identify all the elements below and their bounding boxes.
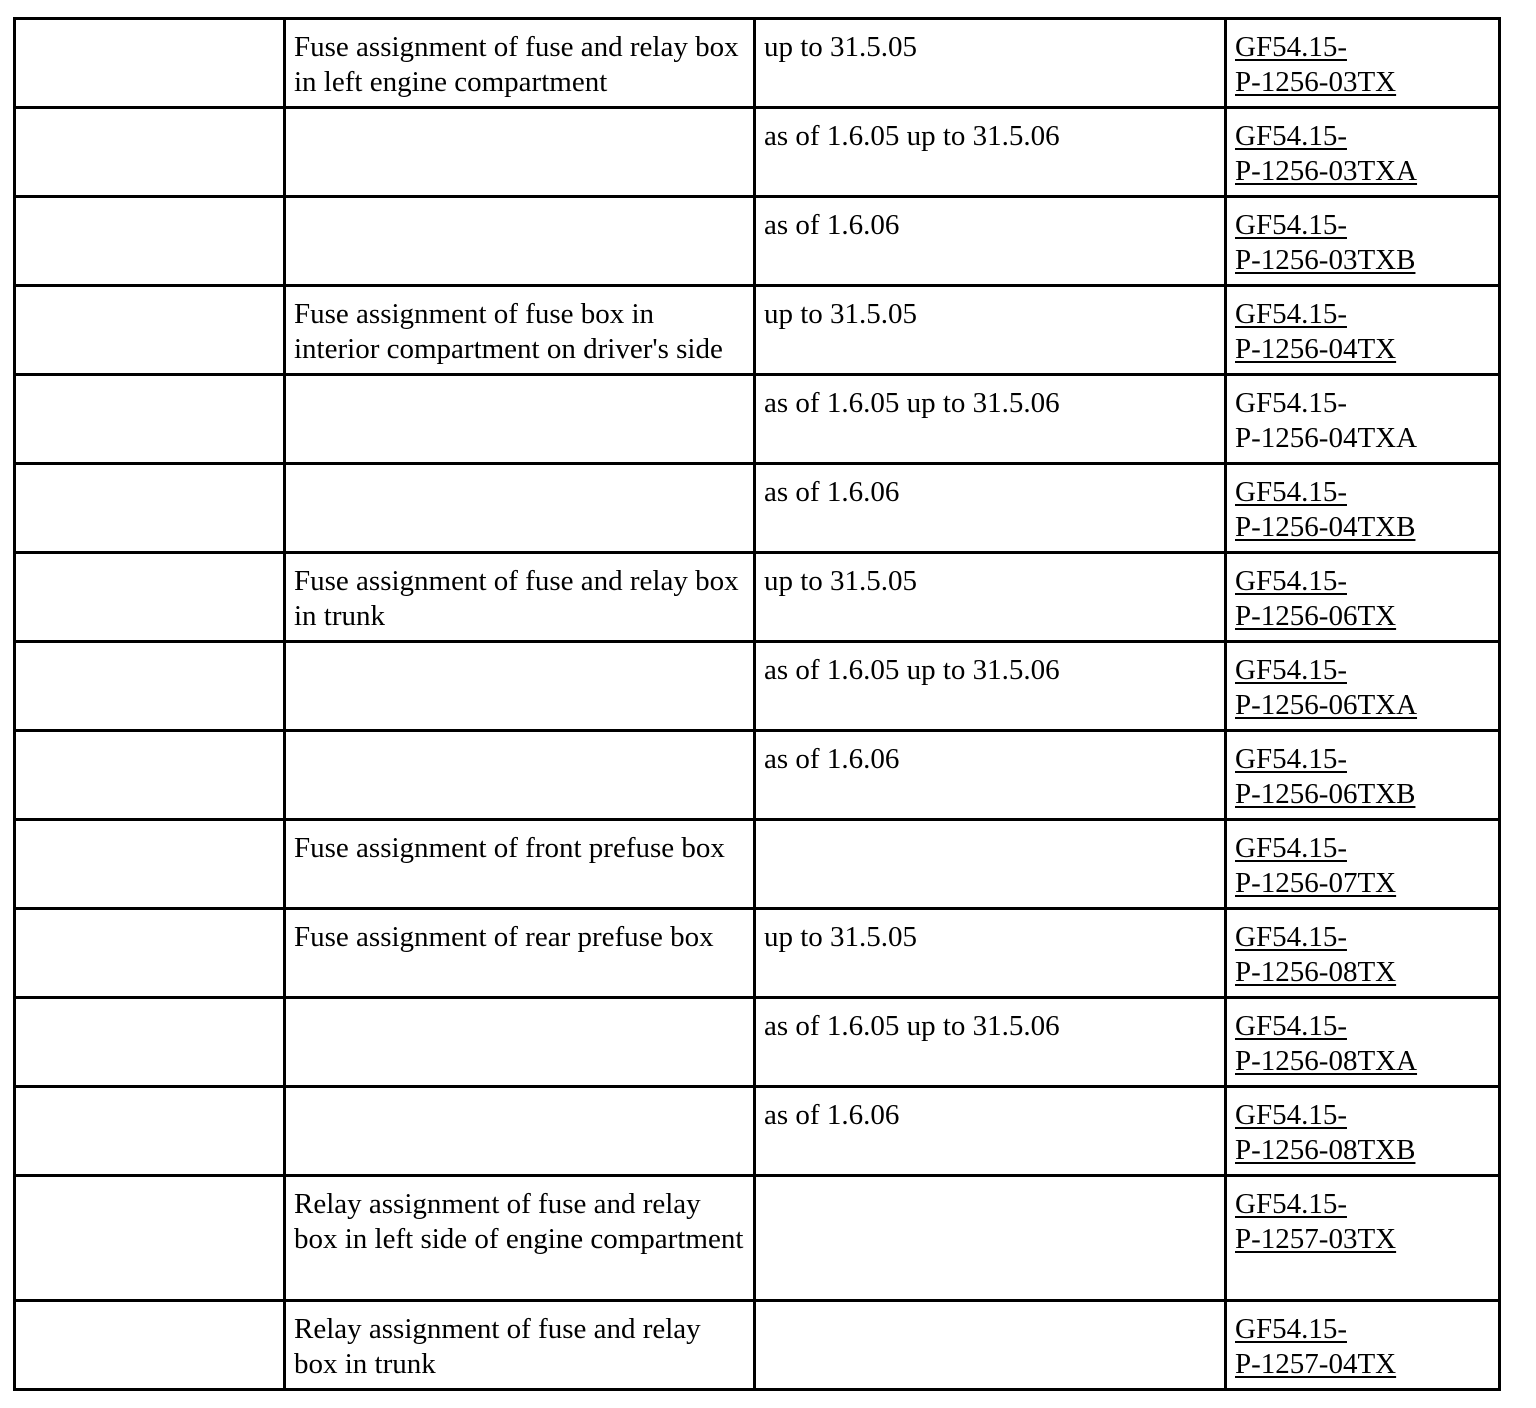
reference-line-1: GF54.15-	[1235, 209, 1347, 241]
description-cell	[285, 998, 755, 1087]
reference-line-2: P-1257-03TX	[1235, 1223, 1397, 1255]
description-cell	[285, 642, 755, 731]
reference-cell	[1226, 197, 1500, 286]
validity-cell	[755, 820, 1226, 909]
reference-line-1: GF54.15-	[1235, 743, 1347, 775]
document-reference-link[interactable]	[1235, 119, 1490, 189]
reference-line-2: P-1256-08TXB	[1235, 1134, 1416, 1166]
reference-line-1: GF54.15-	[1235, 832, 1347, 864]
table-row	[15, 553, 1500, 642]
validity-cell: as of 1.6.06	[755, 1087, 1226, 1176]
table-row	[15, 731, 1500, 820]
reference-line-2: P-1256-03TXB	[1235, 244, 1416, 276]
reference-line-2: P-1256-06TX	[1235, 600, 1397, 632]
reference-line-2: P-1256-04TXB	[1235, 511, 1416, 543]
table-body	[15, 19, 1500, 1390]
validity-cell: as of 1.6.05 up to 31.5.06	[755, 642, 1226, 731]
reference-line-2: P-1256-06TXA	[1235, 689, 1418, 721]
reference-line-2: P-1256-03TX	[1235, 66, 1397, 98]
validity-cell: as of 1.6.05 up to 31.5.06	[755, 108, 1226, 197]
reference-cell	[1226, 375, 1500, 464]
row-blank-cell	[15, 998, 285, 1087]
reference-line-2: P-1256-07TX	[1235, 867, 1397, 899]
reference-cell	[1226, 1301, 1500, 1390]
row-blank-cell	[15, 1176, 285, 1301]
description-cell: Fuse assignment of fuse and relay box in left engine compartment	[285, 19, 755, 108]
reference-line-1: GF54.15-	[1235, 31, 1347, 63]
document-reference-link[interactable]	[1235, 564, 1490, 634]
description-cell: Fuse assignment of rear prefuse box	[285, 909, 755, 998]
table-row	[15, 820, 1500, 909]
reference-cell	[1226, 19, 1500, 108]
reference-cell	[1226, 642, 1500, 731]
table-row	[15, 998, 1500, 1087]
reference-line-1: GF54.15-	[1235, 298, 1347, 330]
reference-cell	[1226, 731, 1500, 820]
document-reference-link[interactable]	[1235, 475, 1490, 545]
reference-cell	[1226, 1176, 1500, 1301]
description-cell	[285, 464, 755, 553]
description-cell	[285, 731, 755, 820]
row-blank-cell	[15, 108, 285, 197]
validity-cell: up to 31.5.05	[755, 19, 1226, 108]
description-cell	[285, 197, 755, 286]
row-blank-cell	[15, 731, 285, 820]
reference-line-1: GF54.15-	[1235, 1010, 1347, 1042]
table-row	[15, 909, 1500, 998]
validity-cell: as of 1.6.05 up to 31.5.06	[755, 375, 1226, 464]
validity-cell: up to 31.5.05	[755, 909, 1226, 998]
description-cell	[285, 1087, 755, 1176]
description-cell: Fuse assignment of front prefuse box	[285, 820, 755, 909]
description-cell: Fuse assignment of fuse box in interior compartment on driver's side	[285, 286, 755, 375]
validity-cell: up to 31.5.05	[755, 286, 1226, 375]
table-row	[15, 19, 1500, 108]
row-blank-cell	[15, 1301, 285, 1390]
reference-line-2: P-1257-04TX	[1235, 1348, 1397, 1380]
table-row	[15, 108, 1500, 197]
reference-cell	[1226, 108, 1500, 197]
row-blank-cell	[15, 197, 285, 286]
reference-line-1: GF54.15-	[1235, 1099, 1347, 1131]
reference-line-2: P-1256-08TXA	[1235, 1045, 1418, 1077]
row-blank-cell	[15, 286, 285, 375]
document-reference-link[interactable]	[1235, 1312, 1490, 1382]
reference-cell	[1226, 1087, 1500, 1176]
row-blank-cell	[15, 464, 285, 553]
row-blank-cell	[15, 553, 285, 642]
reference-cell	[1226, 998, 1500, 1087]
validity-cell: up to 31.5.05	[755, 553, 1226, 642]
validity-cell: as of 1.6.06	[755, 197, 1226, 286]
table-row	[15, 1087, 1500, 1176]
table-row	[15, 375, 1500, 464]
fuse-assignment-table	[13, 17, 1501, 1391]
validity-cell: as of 1.6.06	[755, 464, 1226, 553]
document-reference-link[interactable]	[1235, 920, 1490, 990]
table-row	[15, 286, 1500, 375]
description-cell: Relay assignment of fuse and relay box in left side of engine compartment	[285, 1176, 755, 1301]
description-cell	[285, 375, 755, 464]
reference-line-1: GF54.15-	[1235, 1188, 1347, 1220]
table-row	[15, 464, 1500, 553]
row-blank-cell	[15, 909, 285, 998]
description-cell: Relay assignment of fuse and relay box in trunk	[285, 1301, 755, 1390]
reference-cell	[1226, 820, 1500, 909]
document-reference-link[interactable]	[1235, 831, 1490, 901]
document-reference-link[interactable]	[1235, 30, 1490, 100]
description-cell: Fuse assignment of fuse and relay box in trunk	[285, 553, 755, 642]
reference-line-1: GF54.15-	[1235, 921, 1347, 953]
row-blank-cell	[15, 1087, 285, 1176]
reference-cell	[1226, 286, 1500, 375]
row-blank-cell	[15, 19, 285, 108]
validity-cell: as of 1.6.06	[755, 731, 1226, 820]
table-row	[15, 1176, 1500, 1301]
validity-cell: as of 1.6.05 up to 31.5.06	[755, 998, 1226, 1087]
reference-line-1: GF54.15-	[1235, 1313, 1347, 1345]
table-row	[15, 1301, 1500, 1390]
row-blank-cell	[15, 820, 285, 909]
document-reference-link[interactable]	[1235, 208, 1490, 278]
description-cell	[285, 108, 755, 197]
row-blank-cell	[15, 375, 285, 464]
reference-cell	[1226, 909, 1500, 998]
document-reference-link[interactable]	[1235, 297, 1490, 367]
reference-cell	[1226, 464, 1500, 553]
validity-cell	[755, 1301, 1226, 1390]
document-reference-link[interactable]	[1235, 1098, 1490, 1168]
table-row	[15, 197, 1500, 286]
reference-line-2: P-1256-06TXB	[1235, 778, 1416, 810]
reference-line-2: P-1256-04TX	[1235, 333, 1397, 365]
reference-line-2: P-1256-08TX	[1235, 956, 1397, 988]
validity-cell	[755, 1176, 1226, 1301]
document-reference-link[interactable]	[1235, 653, 1490, 723]
document-reference-text	[1235, 386, 1490, 456]
reference-line-2: P-1256-03TXA	[1235, 155, 1418, 187]
reference-line-1: GF54.15-	[1235, 476, 1347, 508]
document-reference-link[interactable]	[1235, 742, 1490, 812]
document-reference-link[interactable]	[1235, 1009, 1490, 1079]
table-row	[15, 642, 1500, 731]
reference-line-1: GF54.15-	[1235, 565, 1347, 597]
row-blank-cell	[15, 642, 285, 731]
reference-line-1: GF54.15-	[1235, 654, 1347, 686]
reference-cell	[1226, 553, 1500, 642]
reference-line-1: GF54.15-	[1235, 387, 1347, 419]
document-reference-link[interactable]	[1235, 1187, 1490, 1257]
reference-line-1: GF54.15-	[1235, 120, 1347, 152]
reference-line-2: P-1256-04TXA	[1235, 422, 1418, 454]
